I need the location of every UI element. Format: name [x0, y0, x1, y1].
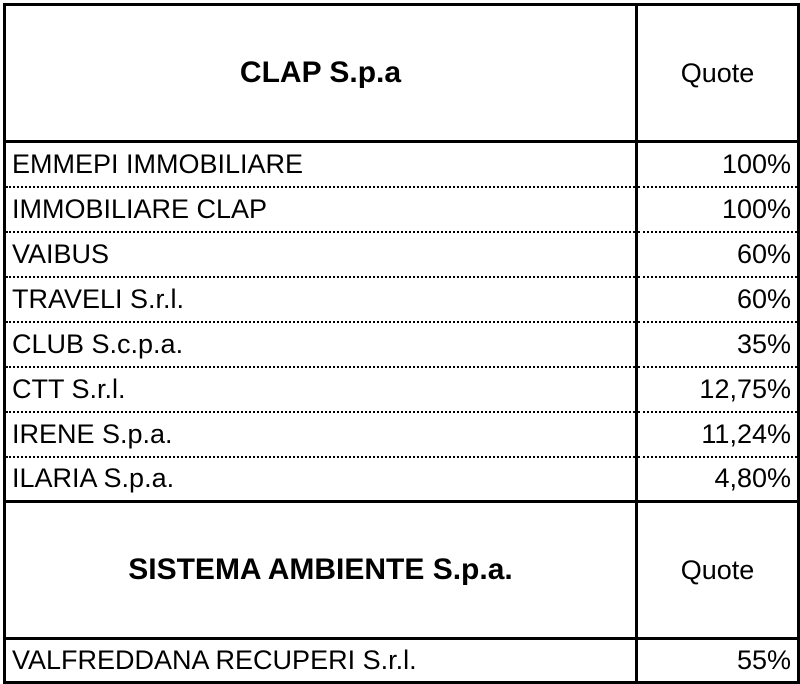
table-row	[5, 639, 799, 683]
company-name-cell[interactable]: VAIBUS	[5, 232, 637, 277]
company-name-cell[interactable]: EMMEPI IMMOBILIARE	[5, 142, 637, 187]
table-row	[5, 367, 799, 412]
company-name-cell[interactable]: IRENE S.p.a.	[5, 412, 637, 457]
quota-cell[interactable]: 11,24%	[637, 412, 799, 457]
quota-cell[interactable]: 60%	[637, 232, 799, 277]
section-header-row	[5, 5, 799, 142]
quota-cell[interactable]: 4,80%	[637, 457, 799, 502]
company-name-cell[interactable]: CLUB S.c.p.a.	[5, 322, 637, 367]
quote-header-cell[interactable]: Quote	[637, 502, 799, 639]
company-name-cell[interactable]: IMMOBILIARE CLAP	[5, 187, 637, 232]
section-header-row	[5, 502, 799, 639]
participations-table	[3, 3, 800, 684]
company-title-cell[interactable]: CLAP S.p.a	[5, 5, 637, 142]
table-row	[5, 277, 799, 322]
table-row	[5, 187, 799, 232]
company-name-cell[interactable]: VALFREDDANA RECUPERI S.r.l.	[5, 639, 637, 683]
table-row	[5, 322, 799, 367]
quota-cell[interactable]: 12,75%	[637, 367, 799, 412]
table-row	[5, 232, 799, 277]
company-title-cell[interactable]: SISTEMA AMBIENTE S.p.a.	[5, 502, 637, 639]
quota-cell[interactable]: 60%	[637, 277, 799, 322]
table-row	[5, 457, 799, 502]
company-name-cell[interactable]: TRAVELI S.r.l.	[5, 277, 637, 322]
table-row	[5, 142, 799, 187]
company-name-cell[interactable]: ILARIA S.p.a.	[5, 457, 637, 502]
table-row	[5, 412, 799, 457]
quote-header-cell[interactable]: Quote	[637, 5, 799, 142]
quota-cell[interactable]: 55%	[637, 639, 799, 683]
company-name-cell[interactable]: CTT S.r.l.	[5, 367, 637, 412]
quota-cell[interactable]: 100%	[637, 187, 799, 232]
quota-cell[interactable]: 35%	[637, 322, 799, 367]
quota-cell[interactable]: 100%	[637, 142, 799, 187]
